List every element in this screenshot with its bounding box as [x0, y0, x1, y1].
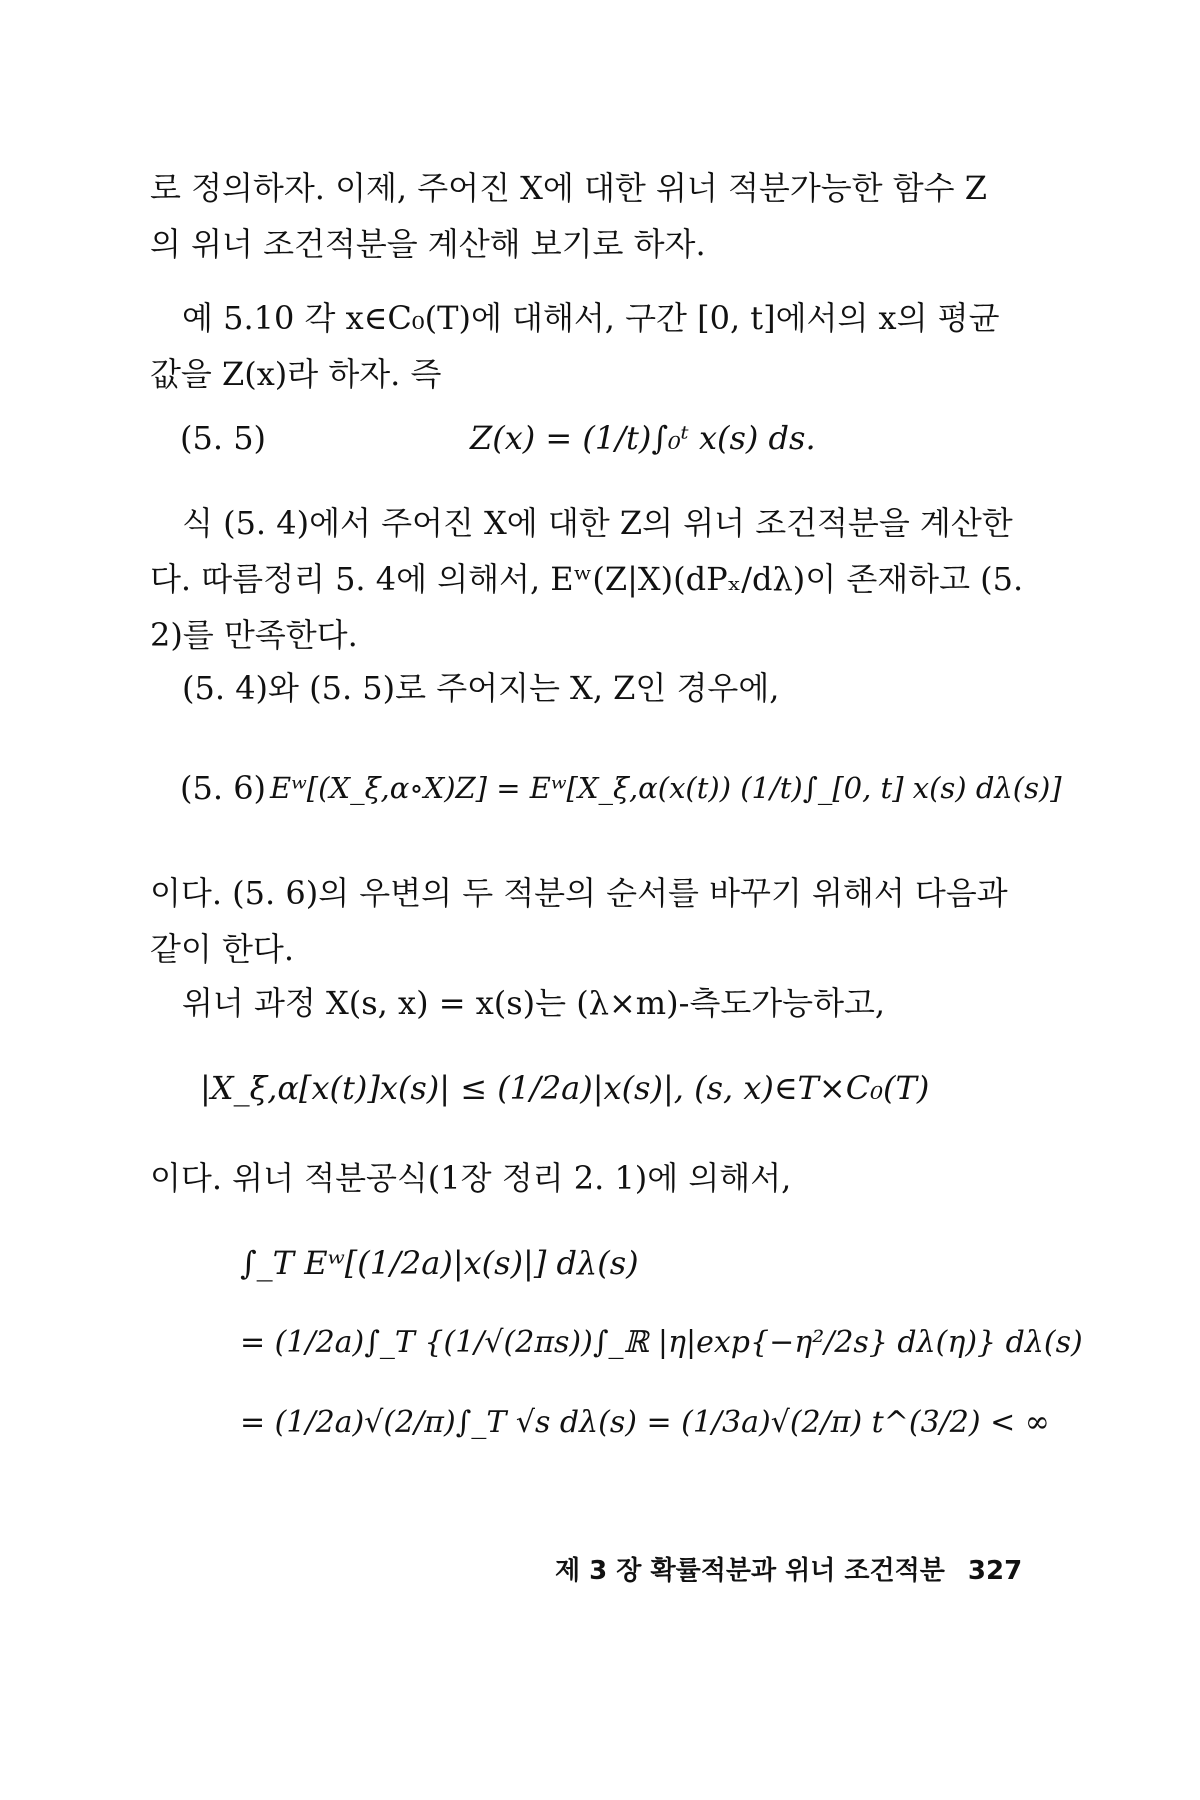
- text-line: 2)를 만족한다.: [150, 616, 358, 654]
- text-line: 다. 따름정리 5. 4에 의해서, Eʷ(Z|X)(dPₓ/dλ)이 존재하고 (5.: [150, 560, 1024, 598]
- equation-5-6: Eʷ[(X_ξ,α∘X)Z] = Eʷ[X_ξ,α(x(t)) (1/t)∫_[0, t] x(s) dλ(s)]: [270, 771, 1062, 805]
- text-line: 로 정의하자. 이제, 주어진 X에 대한 위너 적분가능한 함수 Z: [150, 169, 987, 207]
- text-line: 같이 한다.: [150, 930, 294, 968]
- text-line: 의 위너 조건적분을 계산해 보기로 하자.: [150, 225, 706, 263]
- equation-5-5: Z(x) = (1/t)∫₀ᵗ x(s) ds.: [470, 419, 816, 457]
- text-line: 위너 과정 X(s, x) = x(s)는 (λ×m)-측도가능하고,: [182, 984, 886, 1022]
- paragraph-compute: [150, 495, 1040, 663]
- text-line: (5. 4)와 (5. 5)로 주어지는 X, Z인 경우에,: [182, 669, 780, 707]
- text-line: 값을 Z(x)라 하자. 즉: [150, 355, 442, 393]
- text-line: 이다. 위너 적분공식(1장 정리 2. 1)에 의해서,: [150, 1159, 792, 1197]
- text-line: 식 (5. 4)에서 주어진 X에 대한 Z의 위너 조건적분을 계산한: [182, 504, 1013, 542]
- paragraph-order: [150, 865, 1040, 977]
- paragraph-intro: [150, 160, 1040, 272]
- text-line: 이다. (5. 6)의 우변의 두 적분의 순서를 바꾸기 위해서 다음과: [150, 874, 1008, 912]
- paragraph-process: [150, 975, 1040, 1031]
- equation-5-5-label: (5. 5): [180, 419, 267, 457]
- inequality: |X_ξ,α[x(t)]x(s)| ≤ (1/2a)|x(s)|, (s, x)∈T×C₀(T): [200, 1069, 930, 1107]
- paragraph-formula: [150, 1150, 1040, 1206]
- calc-line-1: ∫_T Eʷ[(1/2a)|x(s)|] dλ(s): [240, 1244, 639, 1282]
- chapter-title: 제 3 장 확률적분과 위너 조건적분: [555, 1556, 945, 1586]
- calc-line-3: = (1/2a)√(2/π)∫_T √s dλ(s) = (1/3a)√(2/π) t^(3/2) < ∞: [240, 1405, 1050, 1440]
- page-number: 327: [967, 1556, 1023, 1586]
- example-5-10: [150, 290, 1040, 402]
- paragraph-case: [150, 660, 1040, 716]
- calc-line-2: = (1/2a)∫_T {(1/√(2πs))∫_ℝ |η|exp{−η²/2s} dλ(η)} dλ(s): [240, 1325, 1083, 1360]
- equation-5-6-label: (5. 6): [180, 769, 267, 807]
- page-footer: [555, 1550, 1022, 1587]
- text-line: 예 5.10 각 x∈C₀(T)에 대해서, 구간 [0, t]에서의 x의 평균: [182, 299, 1000, 337]
